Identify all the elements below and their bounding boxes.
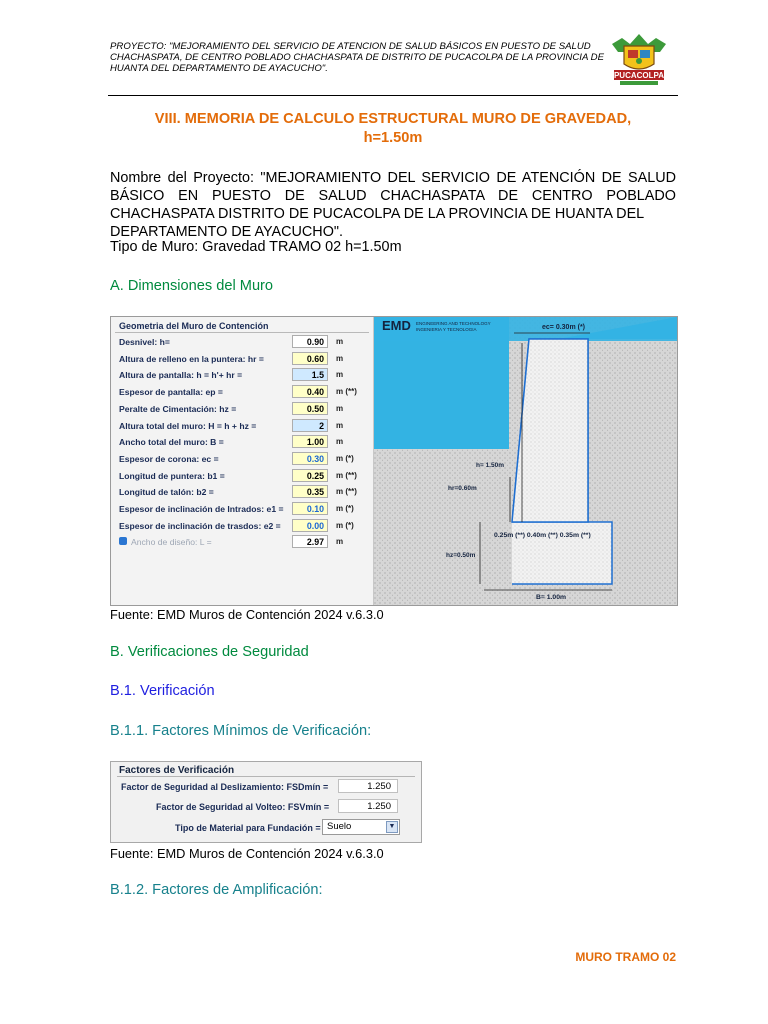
geometry-row	[111, 351, 373, 367]
fsd-label: Factor de Seguridad al Deslizamiento: FSDmín =	[121, 782, 329, 792]
geometry-row-unit: m (*)	[336, 453, 354, 463]
page-footer: MURO TRAMO 02	[575, 950, 676, 964]
geometry-row	[111, 534, 373, 550]
factors-title: Factores de Verificación	[119, 765, 235, 776]
geometry-row-value[interactable]: 0.30	[292, 452, 328, 465]
geometry-row-unit: m (**)	[336, 387, 357, 397]
geometry-row	[111, 484, 373, 500]
label-ec: ec= 0.30m (*)	[542, 324, 585, 331]
material-select[interactable]	[322, 819, 400, 835]
geometry-row-label: Espesor de inclinación de Intrados: e1 =	[119, 504, 284, 514]
geometry-row-label: Peralte de Cimentación: hz =	[119, 403, 237, 414]
section-b-heading: B. Verificaciones de Seguridad	[110, 644, 309, 660]
geometry-row	[111, 367, 373, 383]
geometry-row-label: Altura total del muro: H = h + hz =	[119, 420, 257, 431]
geometry-row-unit: m (*)	[336, 520, 354, 530]
geometry-row-label: Altura de pantalla: h = h'+ hr =	[119, 370, 243, 381]
geometry-row	[111, 451, 373, 467]
geometry-row	[111, 401, 373, 417]
geometry-row-label: Espesor de corona: ec =	[119, 453, 219, 464]
geometry-row	[111, 518, 373, 534]
material-select-value: Suelo	[327, 821, 352, 832]
section-b11-heading: B.1.1. Factores Mínimos de Verificación:	[110, 723, 372, 739]
geometry-row-value[interactable]: 0.35	[292, 485, 328, 498]
checkbox-icon[interactable]	[119, 537, 127, 545]
geometry-row-value[interactable]: 1.00	[292, 435, 328, 448]
form-title-divider	[115, 332, 369, 333]
geometry-row	[111, 501, 373, 517]
geometry-row-unit: m	[336, 403, 344, 413]
fsv-input[interactable]: 1.250	[338, 799, 398, 813]
geometry-row-unit: m	[336, 353, 344, 363]
geometry-row-label: Desnivel: h=	[119, 337, 170, 347]
geometry-row-label: Ancho de diseño: L =	[131, 537, 212, 548]
geometry-screenshot	[110, 316, 678, 606]
geometry-row-unit: m (*)	[336, 504, 354, 513]
geometry-form	[111, 317, 374, 605]
geometry-row-unit: m	[336, 437, 344, 447]
chevron-down-icon[interactable]: ▼	[386, 821, 398, 833]
geometry-row-label: Espesor de inclinación de trasdos: e2 =	[119, 520, 281, 531]
header-text: PROYECTO: "MEJORAMIENTO DEL SERVICIO DE ATENCION DE SALUD BÁSICOS EN PUESTO DE SALUD CHACHASPATA, DE CENTRO POBLADO CHACHASPATA DE DISTRITO DE PUCACOLPA DE LA PROVINCIA DE HUANTA DEL DEPARTAMENTO DE AYACUCHO".	[110, 41, 604, 74]
geometry-row-value[interactable]: 0.10	[292, 502, 328, 515]
geometry-row-unit: m	[336, 420, 344, 430]
geometry-row-unit: m (**)	[336, 487, 357, 497]
label-B: B= 1.00m	[536, 594, 567, 601]
geometry-row-value[interactable]: 0.60	[292, 352, 328, 365]
section-a-heading: A. Dimensiones del Muro	[110, 278, 274, 294]
diagram-brand-sub1: ENGINEERING AND TECHNOLOGY	[416, 321, 491, 326]
geometry-row-value[interactable]: 0.25	[292, 469, 328, 482]
material-label: Tipo de Material para Fundación =	[175, 823, 321, 833]
diagram-brand-sub2: INGENIERIA Y TECNOLOGIA	[416, 327, 477, 332]
geometry-row-label: Ancho total del muro: B =	[119, 437, 224, 448]
geometry-row-label: Espesor de pantalla: ep =	[119, 387, 223, 398]
label-dims: 0.25m (**) 0.40m (**) 0.35m (**)	[494, 532, 591, 539]
page-title	[110, 110, 676, 148]
project-name-text: Nombre del Proyecto: "MEJORAMIENTO DEL SERVICIO DE ATENCIÓN DE SALUD BÁSICO EN PUESTO DE SALUD CHACHASPATA DE CENTRO POBLADO CHACHASPATA DISTRITO DE PUCACOLPA DE LA PROVINCIA DE HUANTA DEL	[110, 170, 676, 222]
project-name	[110, 169, 676, 241]
title-line-1: VIII. MEMORIA DE CALCULO ESTRUCTURAL MURO DE GRAVEDAD,	[154, 111, 632, 127]
section-b12-heading: B.1.2. Factores de Amplificación:	[110, 882, 323, 898]
title-line-2: h=1.50m	[363, 130, 423, 146]
geometry-row	[111, 334, 373, 350]
geometry-row-label: Altura de relleno en la puntera: hr =	[119, 353, 264, 364]
geometry-row-unit: m	[336, 370, 344, 380]
geometry-row-value[interactable]: 2	[292, 419, 328, 432]
geometry-row-value[interactable]: 0.50	[292, 402, 328, 415]
header-divider	[108, 95, 678, 96]
wall-type: Tipo de Muro: Gravedad TRAMO 02 h=1.50m	[110, 239, 402, 255]
logo-text: PUCACOLPA	[613, 71, 665, 80]
geometry-row-label: Longitud de talón: b2 =	[119, 487, 214, 498]
label-h: h= 1.50m	[476, 462, 505, 469]
geometry-row-unit: m	[336, 537, 344, 547]
geometry-row-value[interactable]: 0.40	[292, 385, 328, 398]
geometry-row-value[interactable]: 2.97	[292, 535, 328, 548]
source-caption-2: Fuente: EMD Muros de Contención 2024 v.6.3.0	[110, 846, 384, 861]
geometry-form-title: Geometria del Muro de Contención	[119, 321, 269, 331]
project-name-last: DEPARTAMENTO DE AYACUCHO".	[110, 224, 343, 240]
factors-title-divider	[117, 776, 415, 777]
section-b1-heading: B.1. Verificación	[110, 683, 215, 699]
geometry-row-value[interactable]: 0.90	[292, 335, 328, 348]
factors-screenshot	[110, 761, 422, 843]
geometry-row	[111, 384, 373, 400]
geometry-row-label: Longitud de puntera: b1 =	[119, 470, 225, 481]
geometry-row	[111, 434, 373, 450]
label-hz: hz=0.50m	[446, 552, 476, 559]
fsd-input[interactable]: 1.250	[338, 779, 398, 793]
fsv-label: Factor de Seguridad al Volteo: FSVmín =	[156, 802, 330, 812]
diagram-brand: EMD	[382, 318, 411, 333]
geometry-row-value[interactable]: 0.00	[292, 519, 328, 532]
geometry-row-value[interactable]: 1.5	[292, 368, 328, 381]
label-hr: hr=0.60m	[448, 485, 477, 492]
geometry-row-unit: m (**)	[336, 470, 357, 480]
geometry-row	[111, 418, 373, 434]
source-caption-1: Fuente: EMD Muros de Contención 2024 v.6.3.0	[110, 607, 384, 622]
wall-diagram	[374, 317, 677, 605]
geometry-row	[111, 468, 373, 484]
geometry-row-unit: m	[336, 337, 344, 346]
municipality-logo	[608, 30, 670, 90]
